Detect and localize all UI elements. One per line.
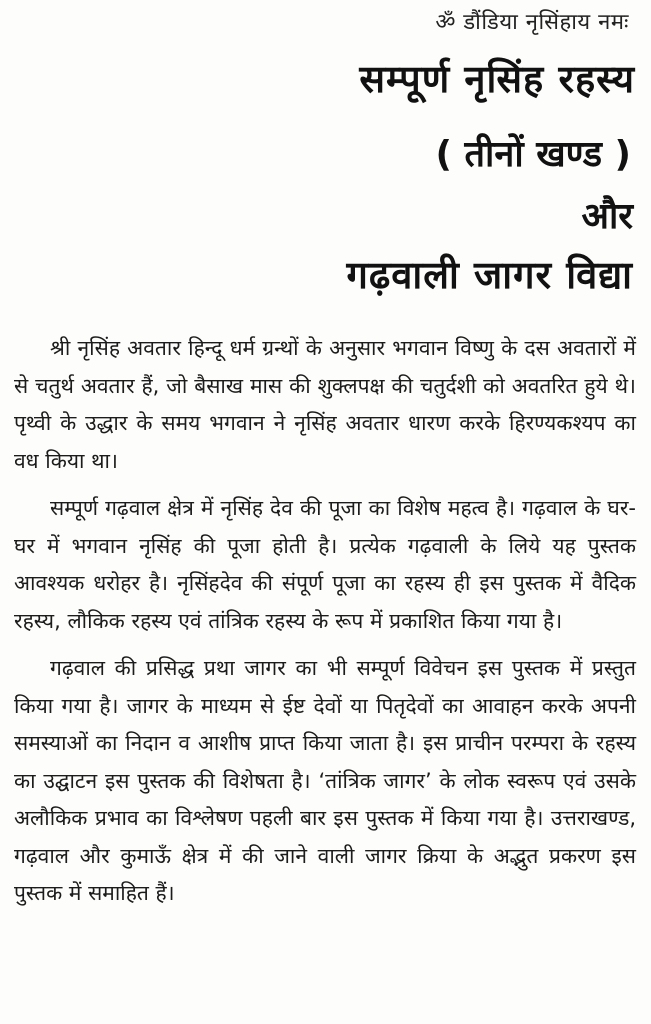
paragraph-narsingh-avatar: श्री नृसिंह अवतार हिन्दू धर्म ग्रन्थों के अनुसार भगवान विष्णु के दस अवतारों में से चतुर्थ अवतार हैं, जो बैसाख मास की शुक्लपक्ष की चतुर्दशी को अवतरित हुये थे। पृथ्वी के उद्धार के समय भगवान ने नृसिंह अवतार धारण करके हिरण्यकश्यप का वध किया था। bbox=[14, 336, 636, 473]
paragraph-jagar-tradition: गढ़वाल की प्रसिद्ध प्रथा जागर का भी सम्पूर्ण विवेचन इस पुस्तक में प्रस्तुत किया गया है। जागर के माध्यम से ईष्ट देवों या पितृदेवों का आवाहन करके अपनी समस्याओं का निदान व आशीष प्राप्त किया जाता है। इस प्राचीन परम्परा के रहस्य का उद्घाटन इस पुस्तक की विशेषता है। ‘तांत्रिक जागर’ के लोक स्वरूप एवं उसके अलौकिक प्रभाव का विश्लेषण पहली बार इस पुस्तक में किया गया है। उत्तराखण्ड, गढ़वाल और कुमाऊँ क्षेत्र में की जाने वाली जागर क्रिया के अद्भुत प्रकरण इस पुस्तक में समाहित हैं। bbox=[14, 656, 636, 905]
conjunction-text: और bbox=[581, 196, 633, 237]
book-title: सम्पूर्ण नृसिंह रहस्य bbox=[359, 57, 635, 101]
description-body bbox=[14, 330, 636, 923]
invocation-line: ॐ डौंडिया नृसिंहाय नमः bbox=[435, 10, 629, 35]
paragraph-garhwal-worship: सम्पूर्ण गढ़वाल क्षेत्र में नृसिंह देव की पूजा का विशेष महत्व है। गढ़वाल के घर-घर में भगवान नृसिंह की पूजा होती है। प्रत्येक गढ़वाली के लिये यह पुस्तक आवश्यक धरोहर है। नृसिंहदेव की संपूर्ण पूजा का रहस्य ही इस पुस्तक में वैदिक रहस्य, लौकिक रहस्य एवं तांत्रिक रहस्य के रूप में प्रकाशित किया गया है। bbox=[14, 496, 636, 633]
book-subtitle: गढ़वाली जागर विद्या bbox=[346, 253, 633, 297]
volumes-note: ( तीनों खण्ड ) bbox=[435, 134, 631, 175]
